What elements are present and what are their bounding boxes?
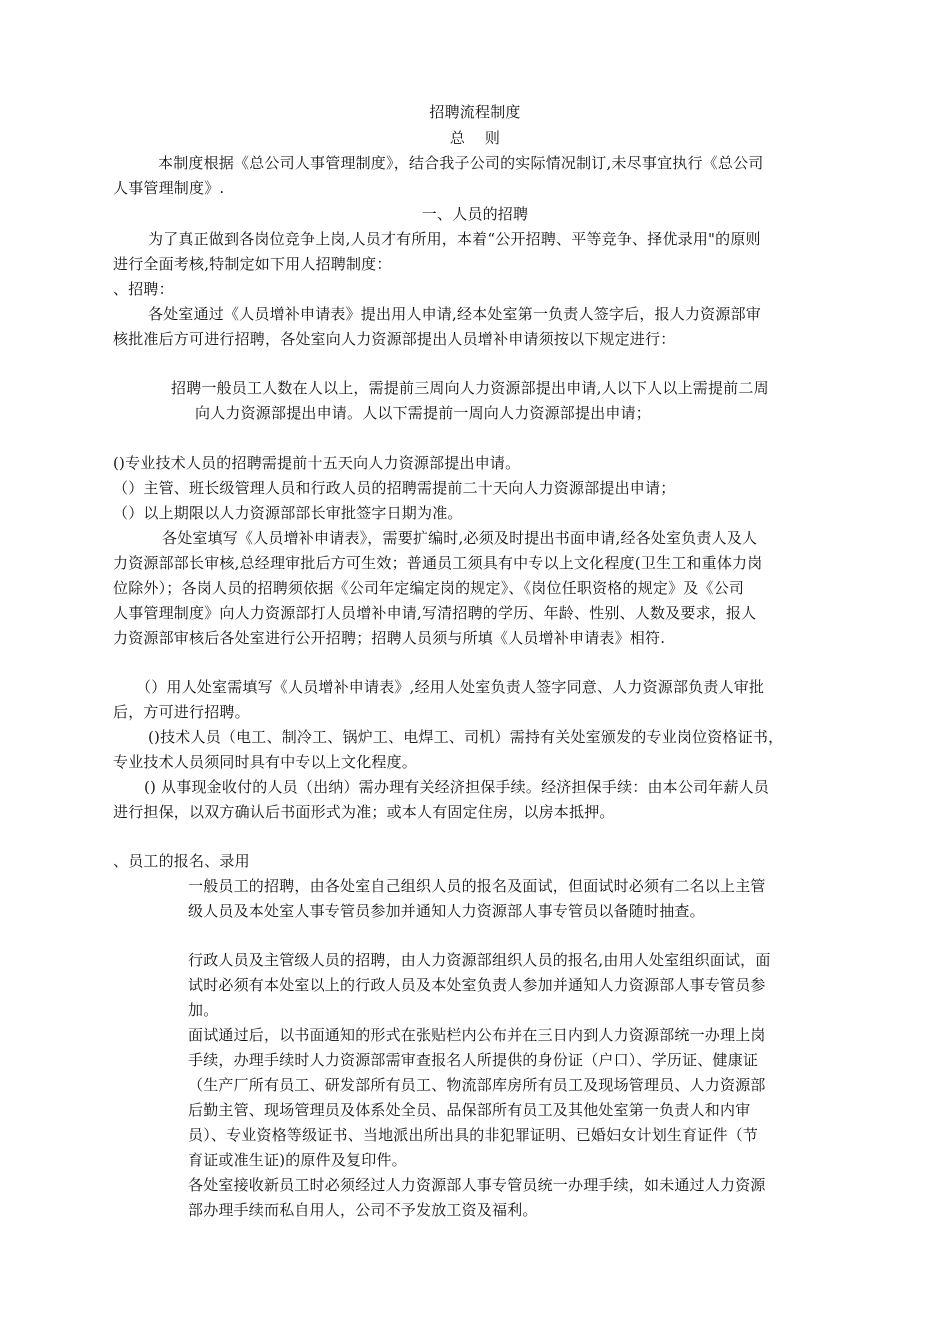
employer-line-1: （）用人处室需填写《人员增补申请表》,经用人处室负责人签字同意、人力资源部负责人审批 [136,678,765,696]
signup-pass-line-5: 员）、专业资格等级证书、当地派出所出具的非犯罪证明、已婚妇女计划生育证件（节 [188,1126,759,1144]
recruit-heading: 、招聘： [113,280,174,298]
signup-admin-line-2: 试时必须有本处室以上的行政人员及本处室负责人参加并通知人力资源部人事专管员参 [188,976,766,994]
section1-heading: 一、人员的招聘 [421,205,529,223]
section1-intro-line-2: 进行全面考核,特制定如下用人招聘制度： [113,255,392,273]
rule-deadline: （）以上期限以人力资源部部长审批签字日期为准。 [113,504,463,522]
rule-tech-staff: ()专业技术人员的招聘需提前十五天向人力资源部提出申请。 [113,454,521,472]
fill-form-line-2: 力资源部部长审核,总经理审批后方可生效；普通员工须具有中专以上文化程度(卫生工和重体力岗 [113,554,763,572]
general-staff-line-1: 招聘一般员工人数在人以上，需提前三周向人力资源部提出申请,人以下人以上需提前二周 [171,379,769,397]
recruit-para-line-1: 各处室通过《人员增补申请表》提出用人申请,经本处室第一负责人签字后，报人力资源部审 [148,305,761,323]
signup-admin-line-1: 行政人员及主管级人员的招聘，由人力资源部组织人员的报名,由用人处室组织面试，面 [188,951,771,969]
recruit-para-line-2: 核批准后方可进行招聘，各处室向人力资源部提出人员增补申请须按以下规定进行： [113,330,676,348]
signup-general-line-2: 级人员及本处室人事专管员参加并通知人力资源部人事专管员以备随时抽查。 [188,902,705,920]
signup-pass-line-6: 育证或准生证)的原件及复印件。 [188,1151,407,1169]
cash-line-2: 进行担保，以双方确认后书面形式为准；或本人有固定住房，以房本抵押。 [113,803,615,821]
section1-intro-line-1: 为了真正做到各岗位竞争上岗,人员才有所用，本着“公开招聘、平等竞争、择优录用"的原则 [148,230,761,248]
general-heading: 总 则 [449,129,501,147]
rule-managers: （）主管、班长级管理人员和行政人员的招聘需提前二十天向人力资源部提出申请； [113,479,676,497]
signup-general-line-1: 一般员工的招聘，由各处室自己组织人员的报名及面试，但面试时必须有二名以上主管 [188,877,766,895]
tech-line-1: ()技术人员（电工、制冷工、锅炉工、电焊工、司机）需持有关处室颁发的专业岗位资格证书， [148,728,784,746]
general-staff-line-2: 向人力资源部提出申请。人以下需提前一周向人力资源部提出申请； [195,404,652,422]
fill-form-line-4: 人事管理制度》向人力资源部打人员增补申请,写清招聘的学历、年龄、性别、人数及要求，报人 [113,604,757,622]
signup-receive-line-2: 部办理手续而私自用人，公司不予发放工资及福利。 [188,1201,538,1219]
signup-pass-line-2: 手续，办理手续时人力资源部需审查报名人所提供的身份证（户口）、学历证、健康证 [188,1051,759,1069]
tech-line-2: 专业技术人员须同时具有中专以上文化程度。 [113,753,418,771]
signup-pass-line-1: 面试通过后，以书面通知的形式在张贴栏内公布并在三日内到人力资源部统一办理上岗 [188,1026,766,1044]
fill-form-line-5: 力资源部审核后各处室进行公开招聘；招聘人员须与所填《人员增补申请表》相符. [113,629,666,647]
signup-receive-line-1: 各处室接收新员工时必须经过人力资源部人事专管员统一办理手续，如未通过人力资源 [188,1176,766,1194]
intro-line-2: 人事管理制度》. [113,179,225,197]
signup-heading: 、员工的报名、录用 [113,852,250,870]
fill-form-line-3: 位除外）；各岗人员的招聘须依据《公司年定编定岗的规定》、《岗位任职资格的规定》及《公司 [113,579,745,597]
intro-line-1: 本制度根据《总公司人事管理制度》，结合我子公司的实际情况制订,未尽事宜执行《总公司 [158,154,764,172]
signup-admin-line-3: 加。 [188,1001,219,1019]
document-title: 招聘流程制度 [429,103,521,121]
signup-pass-line-3: （生产厂所有员工、研发部所有员工、物流部库房所有员工及现场管理员、人力资源部 [188,1076,766,1094]
employer-line-2: 后，方可进行招聘。 [113,703,250,721]
fill-form-line-1: 各处室填写《人员增补申请表》，需要扩编时,必须及时提出书面申请,经各处室负责人及人 [162,529,758,547]
cash-line-1: () 从事现金收付的人员（出纳）需办理有关经济担保手续。经济担保手续：由本公司年薪人员 [144,778,770,796]
signup-pass-line-4: 后勤主管、现场管理员及体系处全员、品保部所有员工及其他处室第一负责人和内审 [188,1101,751,1119]
